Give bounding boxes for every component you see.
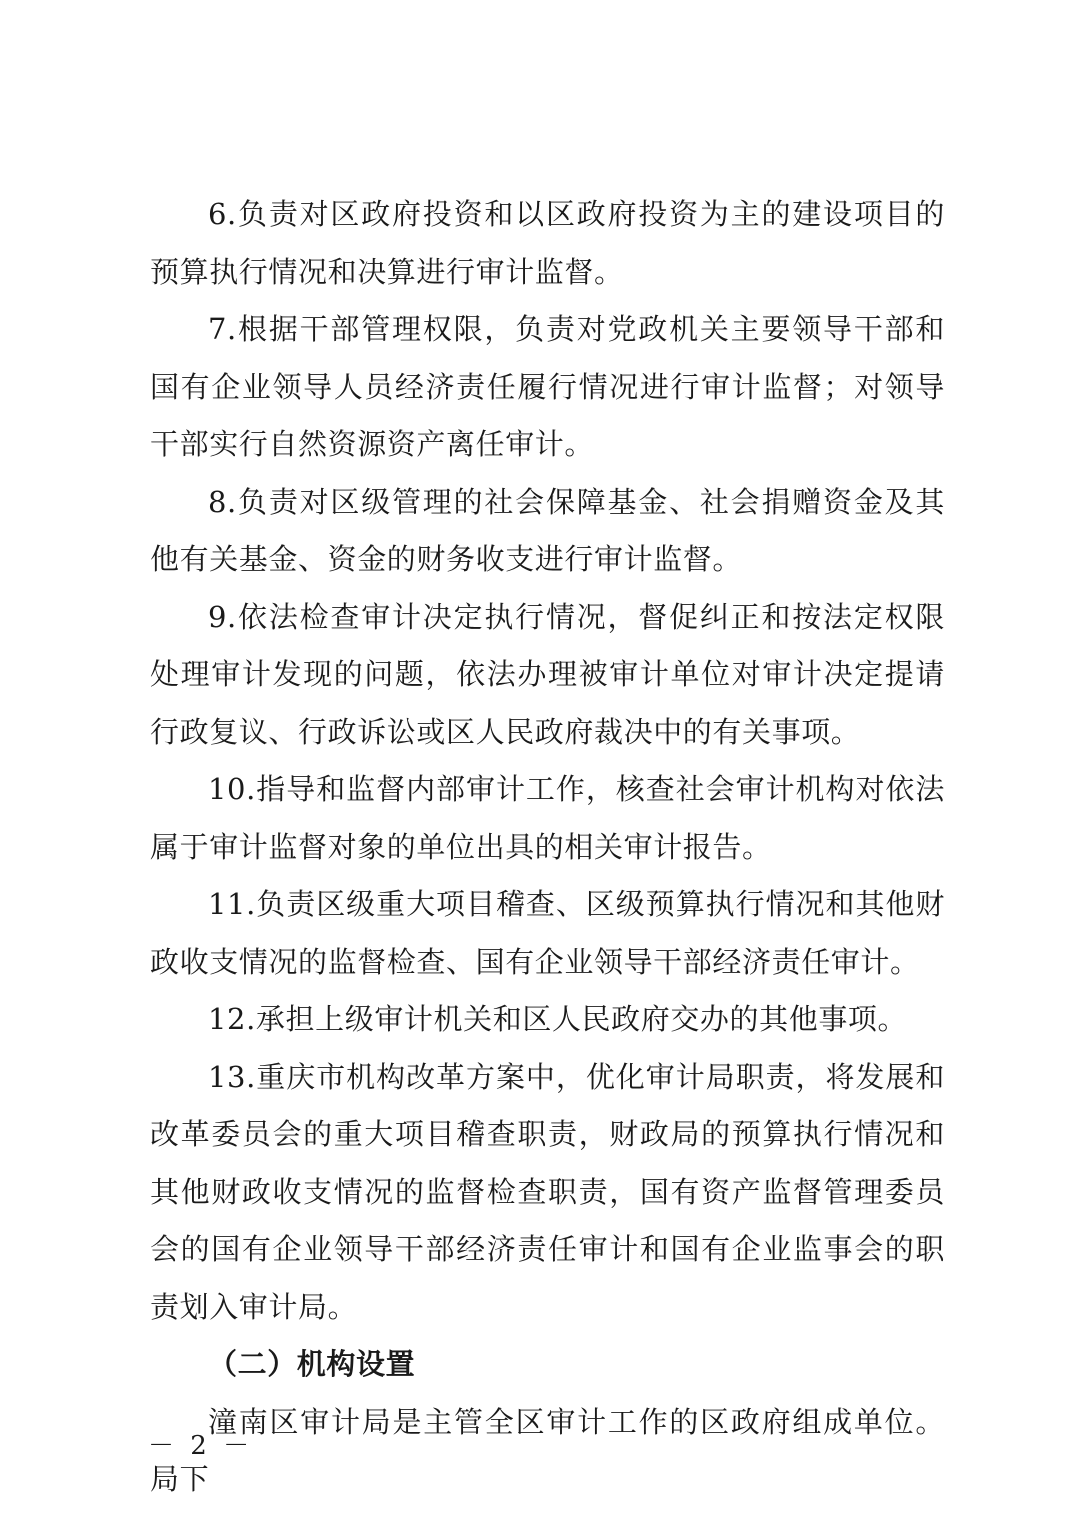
paragraph-item-13: 13.重庆市机构改革方案中，优化审计局职责，将发展和改革委员会的重大项目稽查职责，财政局的预算执行情况和其他财政收支情况的监督检查职责，国有资产监督管理委员会的国有企业领导干部经济责任审计和国有企业监事会的职责划入审计局。 xyxy=(150,1059,945,1324)
paragraph-item-9: 9.依法检查审计决定执行情况，督促纠正和按法定权限处理审计发现的问题，依法办理被审计单位对审计决定提请行政复议、行政诉讼或区人民政府裁决中的有关事项。 xyxy=(150,599,945,749)
paragraph-item-6: 6.负责对区政府投资和以区政府投资为主的建设项目的预算执行情况和决算进行审计监督。 xyxy=(150,197,945,289)
document-body xyxy=(150,186,945,1509)
page-number: － 2 － xyxy=(148,1431,254,1461)
closing-paragraph: 潼南区审计局是主管全区审计工作的区政府组成单位。局下 xyxy=(150,1404,945,1496)
paragraph-item-8: 8.负责对区级管理的社会保障基金、社会捐赠资金及其他有关基金、资金的财务收支进行审计监督。 xyxy=(150,484,945,576)
paragraph-item-11: 11.负责区级重大项目稽查、区级预算执行情况和其他财政收支情况的监督检查、国有企业领导干部经济责任审计。 xyxy=(150,887,945,979)
paragraph-item-7: 7.根据干部管理权限，负责对党政机关主要领导干部和国有企业领导人员经济责任履行情况进行审计监督；对领导干部实行自然资源资产离任审计。 xyxy=(150,312,945,461)
paragraph-item-10: 10.指导和监督内部审计工作，核查社会审计机构对依法属于审计监督对象的单位出具的相关审计报告。 xyxy=(150,772,945,864)
section-heading: （二）机构设置 xyxy=(208,1347,416,1381)
paragraph-item-12: 12.承担上级审计机关和区人民政府交办的其他事项。 xyxy=(208,1002,908,1036)
